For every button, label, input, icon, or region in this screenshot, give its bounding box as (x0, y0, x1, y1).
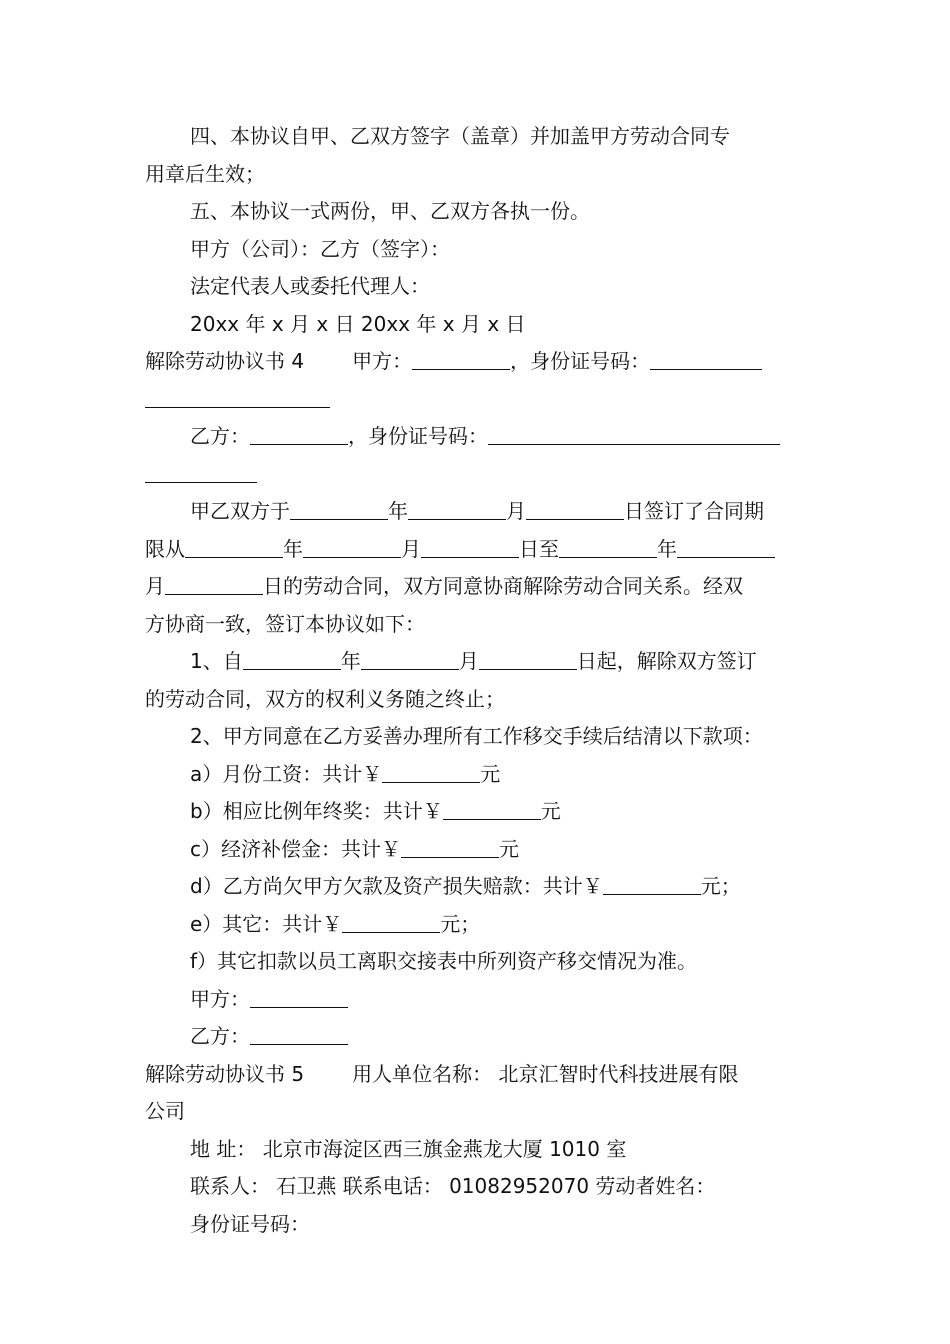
sign-party-b (145, 1018, 815, 1056)
party-a-blank (412, 347, 510, 370)
blank (165, 572, 263, 595)
item-d (145, 868, 815, 906)
signature-date: 20xx 年 x 月 x 日 20xx 年 x 月 x 日 (190, 311, 526, 336)
month-label: 月 (458, 649, 479, 673)
item-a (145, 756, 815, 794)
item-text: e）其它：共计￥ (190, 911, 343, 936)
yuan-label: 元； (440, 911, 481, 936)
party-b-label: 乙方： (190, 424, 250, 448)
id-number-label-b: ，身份证号码： (348, 424, 488, 448)
employer-name: 用人单位名称： 北京汇智时代科技进展有限 (352, 1061, 739, 1086)
yuan-label: 元 (540, 799, 561, 823)
blank (361, 647, 459, 670)
blank (290, 497, 388, 520)
party-b-id-blank (488, 422, 780, 445)
employer-address: 地 址： 北京市海淀区西三旗金燕龙大厦 1010 室 (190, 1136, 627, 1161)
item-text: 日起，解除双方签订 (576, 649, 757, 673)
yuan-label: 元 (480, 761, 501, 786)
sign-label: 乙方： (190, 1024, 250, 1048)
item-1-line-2: 的劳动合同，双方的权利义务随之终止； (145, 686, 505, 711)
id-number-blank (650, 347, 762, 370)
item-c (145, 831, 815, 869)
intro-text: 日至 (519, 536, 559, 561)
id-number-blank-2 (145, 385, 330, 408)
month-label: 月 (401, 536, 421, 561)
year-label: 年 (657, 536, 677, 561)
blank (243, 647, 341, 670)
id-number-label: ，身份证号码： (510, 349, 651, 373)
amount-blank (603, 872, 701, 895)
yuan-label: 元 (499, 836, 519, 861)
blank (559, 535, 657, 558)
party-b-line (145, 418, 815, 456)
item-text: a）月份工资：共计￥ (190, 761, 383, 786)
item-e (145, 906, 815, 944)
intro-line-2 (145, 531, 815, 569)
intro-line-3 (145, 568, 815, 606)
signature-parties: 甲方（公司）：乙方（签字）： (190, 236, 450, 261)
item-text: 1、自 (190, 649, 243, 673)
amount-blank (382, 760, 480, 783)
legal-representative: 法定代表人或委托代理人： (190, 274, 430, 298)
party-b-id-blank-cont (145, 456, 815, 494)
party-b-id-blank-2 (145, 460, 257, 483)
employer-name-cont: 公司 (145, 1099, 185, 1123)
document-page (145, 118, 815, 1243)
intro-line-4: 方协商一致，签订本协议如下： (145, 611, 425, 636)
id-number-blank-cont (145, 381, 815, 419)
party-b-blank (250, 422, 348, 445)
blank (526, 497, 624, 520)
blank (677, 535, 775, 558)
section-4-header (145, 343, 815, 381)
item-2: 2、甲方同意在乙方妥善办理所有工作移交手续后结清以下款项： (190, 724, 763, 748)
clause-4-line-1: 四、本协议自甲、乙双方签字（盖章）并加盖甲方劳动合同专 (190, 124, 730, 148)
clause-4-line-2: 用章后生效； (145, 161, 265, 186)
sign-label: 甲方： (190, 986, 250, 1011)
blank (303, 535, 401, 558)
signature-blank (250, 1022, 348, 1045)
year-label: 年 (283, 536, 303, 561)
section-5-header (145, 1056, 815, 1094)
blank (408, 497, 506, 520)
intro-text: 限从 (145, 536, 185, 561)
year-label: 年 (388, 499, 408, 523)
year-label: 年 (340, 649, 361, 673)
yuan-label: 元； (700, 874, 741, 898)
item-f: f）其它扣款以员工离职交接表中所列资产移交情况为准。 (190, 949, 698, 973)
intro-text: 日签订了合同期 (624, 499, 764, 523)
party-a-label: 甲方： (352, 349, 413, 373)
amount-blank (401, 835, 499, 858)
month-label: 月 (506, 499, 526, 523)
intro-text: 日的劳动合同，双方同意协商解除劳动合同关系。经双 (263, 574, 743, 598)
worker-id-label: 身份证号码： (190, 1211, 310, 1236)
blank (185, 535, 283, 558)
intro-line-1 (145, 493, 815, 531)
contact-line: 联系人： 石卫燕 联系电话： 01082952070 劳动者姓名： (190, 1174, 716, 1198)
section-5-title: 解除劳动协议书 5 (145, 1061, 305, 1086)
amount-blank (342, 910, 440, 933)
item-1-line-1 (145, 643, 815, 681)
intro-text: 甲乙双方于 (190, 499, 290, 523)
blank (479, 647, 577, 670)
item-b (145, 793, 815, 831)
item-text: d）乙方尚欠甲方欠款及资产损失赔款：共计￥ (190, 874, 603, 898)
blank (421, 535, 519, 558)
signature-blank (250, 985, 348, 1008)
item-text: b）相应比例年终奖：共计￥ (190, 799, 443, 823)
item-text: c）经济补偿金：共计￥ (190, 836, 401, 861)
amount-blank (443, 797, 541, 820)
clause-5: 五、本协议一式两份，甲、乙双方各执一份。 (190, 199, 590, 223)
sign-party-a (145, 981, 815, 1019)
month-label: 月 (145, 574, 165, 598)
section-4-title: 解除劳动协议书 4 (145, 349, 305, 373)
